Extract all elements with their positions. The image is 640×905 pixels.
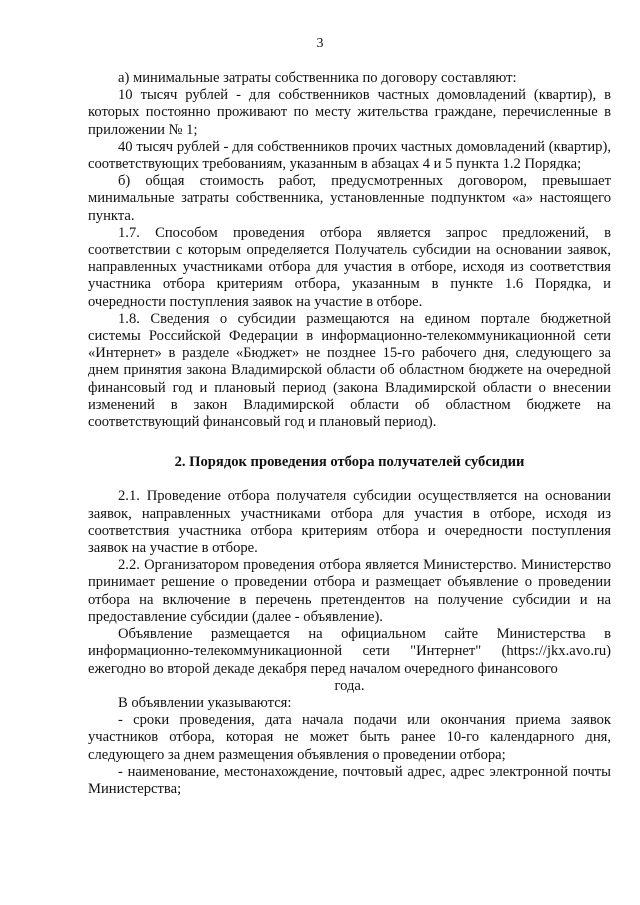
paragraph: В объявлении указываются: — [118, 694, 292, 711]
paragraph: б) общая стоимость работ, предусмотренных договором, превышает минимальные затраты собственника, установленные подпунктом «а» настоящего пункта. — [88, 173, 611, 224]
paragraph: 2.1. Проведение отбора получателя субсидии осуществляется на основании заявок, направленных участниками отбора для участия в отборе, исходя из соответствия участника отбора критериям отбора и очередности поступления заявок на участие в отборе. — [88, 488, 611, 557]
paragraph-continuation: года. — [334, 677, 365, 694]
page-number: 3 — [316, 36, 324, 51]
paragraph: 40 тысяч рублей - для собственников прочих частных домовладений (квартир), соответствующих требованиям, указанным в абзацах 4 и 5 пункта 1.2 Порядка; — [88, 138, 611, 173]
document-body — [88, 70, 611, 798]
section-heading: 2. Порядок проведения отбора получателей субсидии — [174, 454, 525, 471]
paragraph: Объявление размещается на официальном сайте Министерства в информационно-телекоммуникационной сети "Интернет" (https://jkx.avo.ru) ежегодно во второй декаде декабря перед началом очередного финансового — [88, 626, 611, 677]
paragraph: 1.7. Способом проведения отбора является запрос предложений, в соответствии с которым определяется Получатель субсидии на основании заявок, направленных участниками отбора для участия в отборе, исходя из соответствия участника отбора критериям отбора, указанным в пункте 1.6 Порядка, и очередности поступления заявок на участие в отборе. — [88, 224, 611, 310]
paragraph: 10 тысяч рублей - для собственников частных домовладений (квартир), в которых постоянно проживают по месту жительства граждане, перечисленные в приложении № 1; — [88, 87, 611, 138]
paragraph: а) минимальные затраты собственника по договору составляют: — [118, 70, 517, 86]
paragraph: - наименование, местонахождение, почтовый адрес, адрес электронной почты Министерства; — [88, 763, 611, 797]
paragraph: 1.8. Сведения о субсидии размещаются на едином портале бюджетной системы Российской Федерации в информационно-телекоммуникационной сети «Интернет» в разделе «Бюджет» не позднее 15-го рабочего дня, следующего за днем принятия закона Владимирской области об областном бюджете на очередной финансовый год и плановый период (закона Владимирской области о внесении изменений в закон Владимирской области об областном бюджете на соответствующий финансовый год и плановый период). — [88, 310, 611, 431]
paragraph: 2.2. Организатором проведения отбора является Министерство. Министерство принимает решение о проведении отбора и размещает объявление о проведении отбора на включение в перечень претендентов на получение субсидии и на предоставление субсидии (далее - объявление). — [88, 557, 611, 625]
paragraph: - сроки проведения, дата начала подачи или окончания приема заявок участников отбора, которая не может быть ранее 10-го календарного дня, следующего за днем размещения объявления о проведении отбора; — [88, 712, 611, 763]
